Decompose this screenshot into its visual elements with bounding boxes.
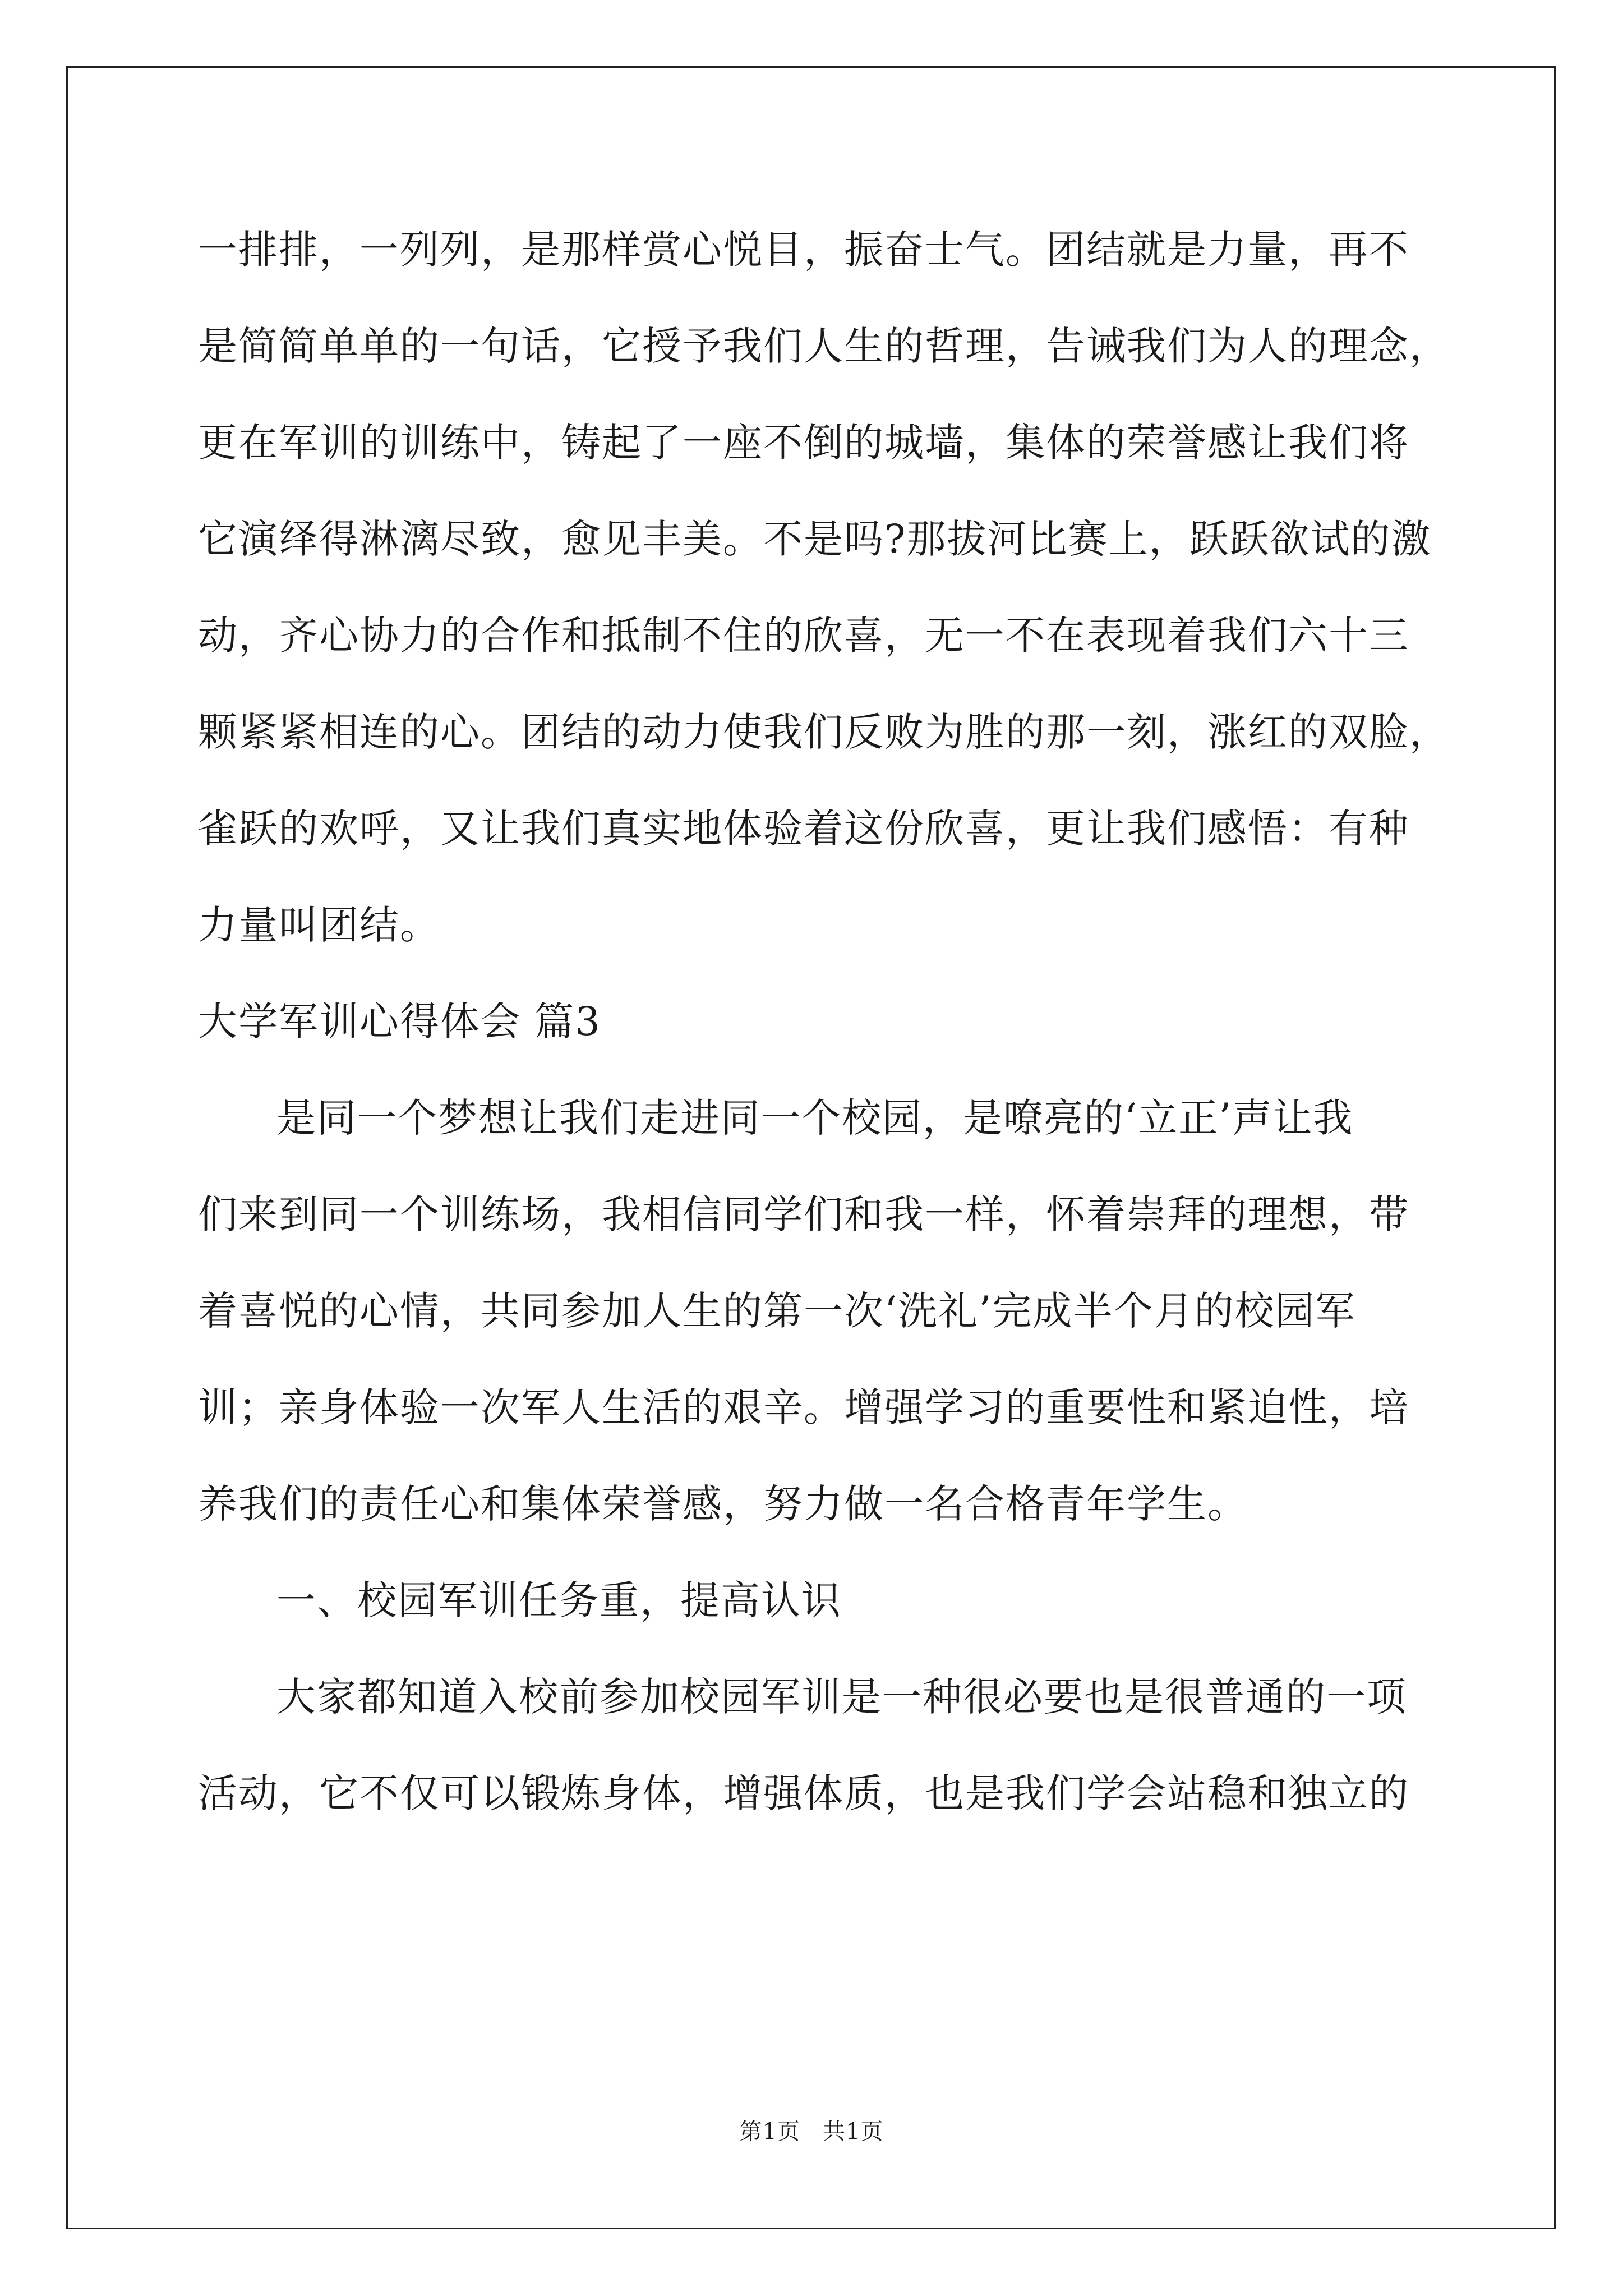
- body-line: 力量叫团结。: [198, 902, 440, 948]
- body-line: 更在军训的训练中，铸起了一座不倒的城墙，集体的荣誉感让我们将: [198, 420, 1409, 466]
- body-line: 大家都知道入校前参加校园军训是一种很必要也是很普通的一项: [276, 1674, 1407, 1720]
- page-footer: [0, 2116, 1623, 2147]
- body-line: 一排排，一列列，是那样赏心悦目，振奋士气。团结就是力量，再不: [198, 227, 1409, 273]
- body-line: 动，齐心协力的合作和抵制不住的欣喜，无一不在表现着我们六十三: [198, 613, 1409, 659]
- body-line: 训；亲身体验一次军人生活的艰辛。增强学习的重要性和紧迫性，培: [198, 1384, 1409, 1430]
- body-line: 它演绎得淋漓尽致，愈见丰美。不是吗?那拔河比赛上，跃跃欲试的激: [198, 516, 1432, 562]
- body-line: 们来到同一个训练场，我相信同学们和我一样，怀着崇拜的理想，带: [198, 1191, 1409, 1237]
- body-line: 是简简单单的一句话，它授予我们人生的哲理，告诫我们为人的理念，: [198, 323, 1450, 369]
- document-body: [198, 216, 1450, 1856]
- page-number-current: 第1页: [739, 2119, 800, 2145]
- body-line: 着喜悦的心情，共同参加人生的第一次‘洗礼’完成半个月的校园军: [198, 1288, 1356, 1334]
- body-line: 雀跃的欢呼，又让我们真实地体验着这份欣喜，更让我们感悟：有种: [198, 806, 1409, 852]
- body-line: 是同一个梦想让我们走进同一个校园，是嘹亮的‘立正’声让我: [276, 1095, 1354, 1141]
- section-heading: 大学军训心得体会 篇3: [198, 999, 601, 1045]
- page-number-total: 共1页: [823, 2119, 884, 2145]
- subheading: 一、校园军训任务重，提高认识: [276, 1577, 842, 1623]
- body-line: 活动，它不仅可以锻炼身体，增强体质，也是我们学会站稳和独立的: [198, 1770, 1409, 1816]
- body-line: 颗紧紧相连的心。团结的动力使我们反败为胜的那一刻，涨红的双脸，: [198, 709, 1450, 755]
- body-line: 养我们的责任心和集体荣誉感，努力做一名合格青年学生。: [198, 1481, 1248, 1527]
